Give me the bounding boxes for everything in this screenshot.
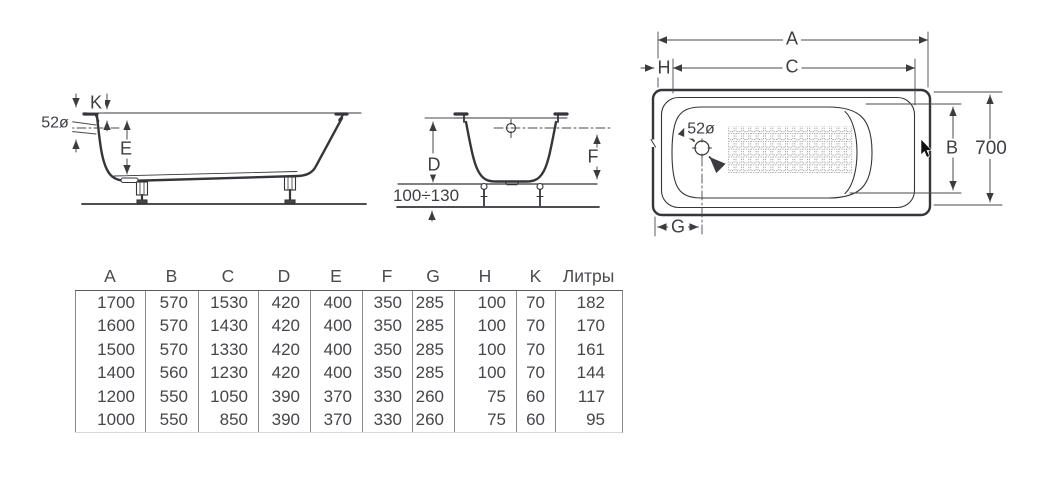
adjustable-foot: [481, 184, 487, 206]
table-cell: 75: [454, 385, 516, 409]
table-cell: 285: [412, 315, 454, 339]
overflow-hole: [507, 120, 516, 138]
table-cell: 1050: [198, 385, 258, 409]
table-cell: 550: [145, 409, 198, 433]
table-cell: 570: [145, 291, 198, 315]
table-cell: 1700: [75, 291, 145, 315]
table-cell: 400: [310, 338, 362, 362]
table-cell: 1430: [198, 315, 258, 339]
table-cell: 75: [454, 409, 516, 433]
table-cell: 260: [412, 409, 454, 433]
adjustable-foot: [285, 177, 296, 203]
table-row: [75, 291, 622, 315]
table-cell: 161: [555, 338, 622, 362]
table-cell: 285: [412, 362, 454, 386]
top-overall-width-label: 700: [972, 139, 1010, 159]
table-cell: 350: [362, 291, 412, 315]
table-row: [75, 315, 622, 339]
table-cell: 100: [454, 362, 516, 386]
side-e-label: E: [117, 140, 135, 159]
top-h-label: H: [657, 57, 671, 78]
table-cell: 1230: [198, 362, 258, 386]
top-g-label: G: [668, 218, 688, 237]
table-cell: 70: [516, 362, 555, 386]
table-cell: 285: [412, 338, 454, 362]
table-cell: 100: [454, 315, 516, 339]
table-cell: 170: [555, 315, 622, 339]
table-cell: 400: [310, 291, 362, 315]
adjustable-foot: [537, 184, 543, 206]
table-cell: 420: [258, 362, 310, 386]
table-cell: 330: [362, 409, 412, 433]
table-cell: 1500: [75, 338, 145, 362]
end-d-label: D: [425, 156, 444, 175]
adjustable-foot: [137, 182, 148, 203]
side-drain-diameter-label: 52ø: [38, 116, 72, 133]
top-drain-diameter-label: 52ø: [684, 122, 718, 139]
table-cell: 1530: [198, 291, 258, 315]
top-a-label: A: [783, 30, 801, 49]
table-cell: 1330: [198, 338, 258, 362]
drain-recess: [121, 178, 138, 183]
table-cell: 390: [258, 409, 310, 433]
table-cell: 390: [258, 385, 310, 409]
table-cell: 420: [258, 291, 310, 315]
table-cell: 850: [198, 409, 258, 433]
table-cell: 144: [555, 362, 622, 386]
table-cell: 400: [310, 362, 362, 386]
table-cell: 1400: [75, 362, 145, 386]
table-cell: 1000: [75, 409, 145, 433]
table-cell: 285: [412, 291, 454, 315]
table-header-cell: D: [277, 265, 291, 286]
side-k-label: K: [87, 94, 105, 113]
table-cell: 70: [516, 315, 555, 339]
table-cell: 1200: [75, 385, 145, 409]
table-cell: 70: [516, 291, 555, 315]
table-body: [75, 290, 623, 433]
table-cell: 100: [454, 291, 516, 315]
table-cell: 60: [516, 409, 555, 433]
anti-slip-pattern: [728, 126, 853, 173]
table-cell: 370: [310, 385, 362, 409]
table-cell: 400: [310, 315, 362, 339]
table-header-row: [75, 262, 623, 290]
table-header-cell: G: [426, 265, 440, 286]
end-feet-height-label: 100÷130: [392, 186, 460, 206]
table-cell: 420: [258, 315, 310, 339]
table-cell: 182: [555, 291, 622, 315]
table-cell: 420: [258, 338, 310, 362]
dimensions-table: [75, 262, 623, 433]
table-cell: 330: [362, 385, 412, 409]
table-cell: 350: [362, 338, 412, 362]
table-cell: 95: [555, 409, 622, 433]
top-c-label: C: [783, 58, 802, 77]
table-cell: 550: [145, 385, 198, 409]
table-cell: 117: [555, 385, 622, 409]
table-cell: 60: [516, 385, 555, 409]
table-cell: 570: [145, 315, 198, 339]
table-header-cell: A: [104, 265, 116, 286]
table-header-cell: C: [221, 265, 235, 286]
table-header-cell: F: [381, 265, 393, 286]
table-row: [75, 385, 622, 409]
table-header-cell: H: [478, 265, 492, 286]
table-cell: 560: [145, 362, 198, 386]
table-header-cell: Литры: [562, 265, 615, 286]
drain-circle: [693, 139, 712, 158]
table-header-cell: B: [165, 265, 178, 286]
table-row: [75, 409, 622, 433]
top-b-label: B: [943, 139, 961, 158]
tub-cross-section: [466, 122, 556, 182]
table-cell: 1600: [75, 315, 145, 339]
end-f-label: F: [585, 148, 602, 167]
table-cell: 70: [516, 338, 555, 362]
table-cell: 370: [310, 409, 362, 433]
table-cell: 350: [362, 362, 412, 386]
table-cell: 260: [412, 385, 454, 409]
side-view-drawing: [60, 94, 366, 204]
table-row: [75, 362, 622, 386]
table-header-cell: E: [330, 265, 342, 286]
table-cell: 100: [454, 338, 516, 362]
table-cell: 570: [145, 338, 198, 362]
table-row: [75, 338, 622, 362]
table-header-cell: K: [529, 265, 542, 286]
table-cell: 350: [362, 315, 412, 339]
